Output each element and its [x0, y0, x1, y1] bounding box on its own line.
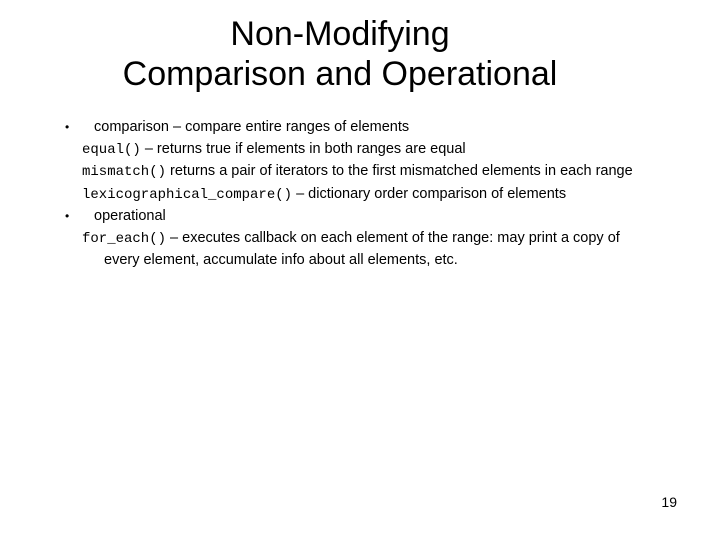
function-description: – executes callback on each element of the range: may print a copy of every element, accumulate info about all elements, etc. [104, 229, 620, 268]
page-number: 19 [661, 494, 677, 510]
title-line-2: Comparison and Operational [122, 55, 558, 93]
bullet-label: operational [94, 208, 166, 224]
function-name: for_each() [82, 230, 167, 247]
function-description: – dictionary order comparison of elements [292, 185, 567, 202]
function-name: equal() [82, 141, 141, 158]
sub-item-for-each [58, 228, 658, 272]
function-description: returns a pair of iterators to the first mismatched elements in each range [166, 163, 633, 179]
slide-title [80, 14, 600, 94]
bullet-operational [58, 206, 658, 228]
function-description: – returns true if elements in both ranges are equal [140, 140, 466, 157]
bullet-marker: • [65, 209, 70, 223]
sub-item-equal [58, 139, 658, 162]
sub-item-mismatch [58, 161, 658, 184]
sub-item-lexicographical-compare [58, 184, 658, 207]
bullet-marker: • [65, 120, 70, 134]
function-name: lexicographical_compare() [82, 186, 293, 203]
bullet-comparison [58, 117, 658, 139]
function-name: mismatch() [82, 164, 167, 180]
slide-body [58, 117, 658, 272]
bullet-label: comparison – compare entire ranges of elements [94, 119, 410, 135]
title-line-1: Non-Modifying [230, 15, 450, 53]
